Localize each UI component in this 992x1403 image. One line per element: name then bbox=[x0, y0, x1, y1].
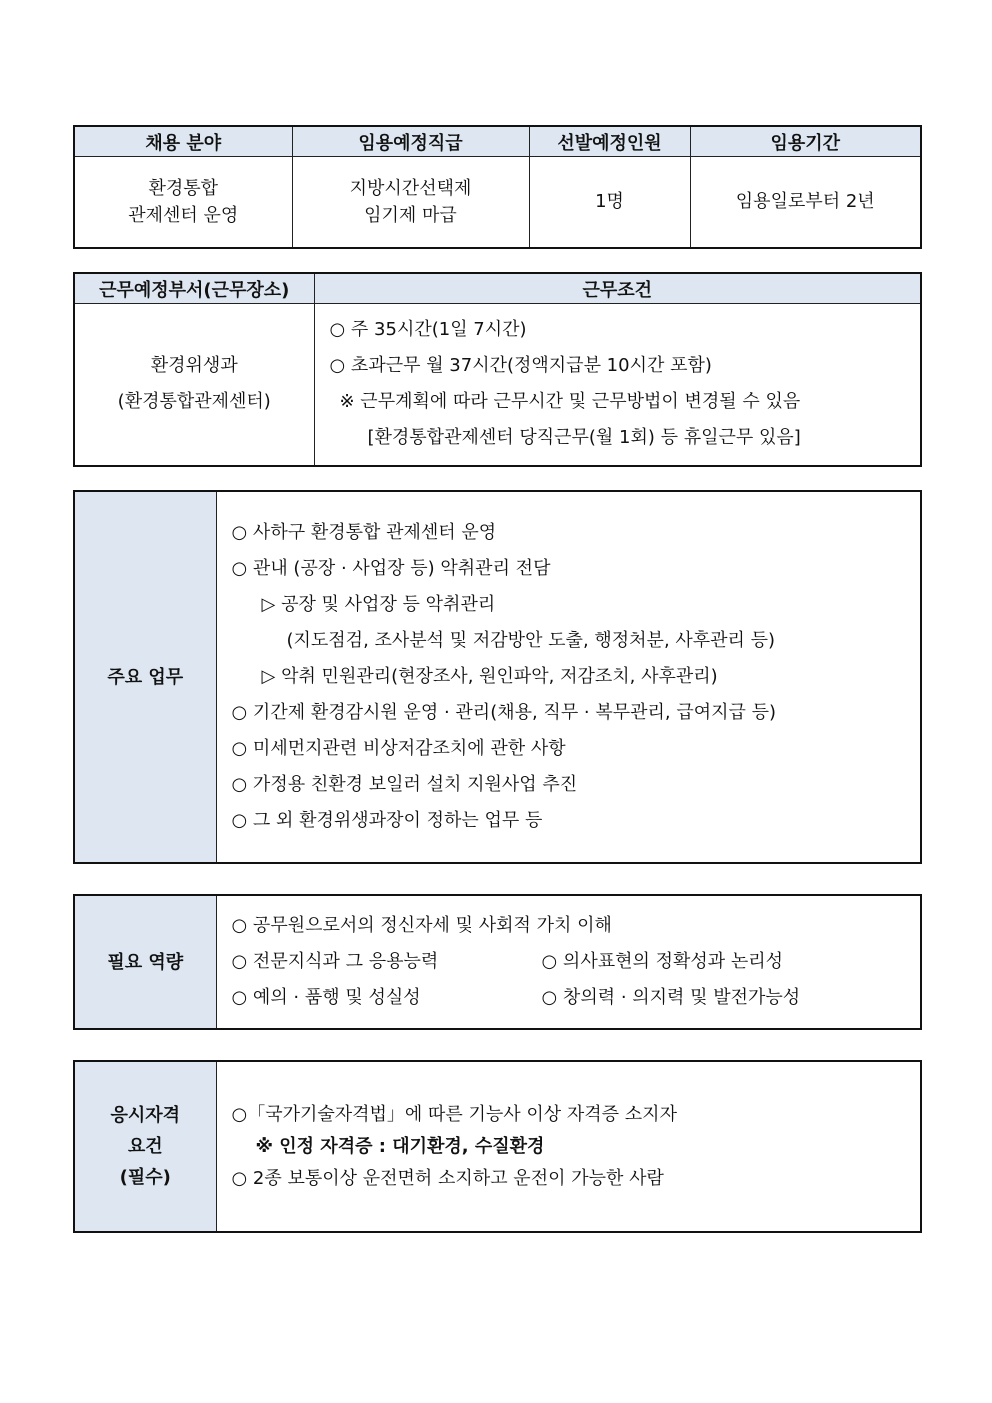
competency-label: 필요 역량 bbox=[74, 895, 216, 1029]
appointment-rank: 지방시간선택제 임기제 마급 bbox=[292, 157, 529, 248]
competency-table bbox=[73, 894, 922, 1030]
work-conditions-table bbox=[73, 272, 922, 467]
header-conditions: 근무조건 bbox=[314, 273, 921, 304]
header-department: 근무예정부서(근무장소) bbox=[74, 273, 314, 304]
header-field: 채용 분야 bbox=[74, 126, 292, 157]
qualification-label: 응시자격 요건 (필수) bbox=[74, 1061, 216, 1232]
condition-line: ○ 주 35시간(1일 7시간) bbox=[329, 319, 527, 341]
work-conditions bbox=[314, 304, 921, 466]
header-count: 선발예정인원 bbox=[529, 126, 690, 157]
appointment-period: 임용일로부터 2년 bbox=[690, 157, 921, 248]
recruitment-table bbox=[73, 125, 922, 249]
competency-item: ○ 창의력 · 의지력 및 발전가능성 bbox=[541, 987, 801, 1008]
duty-item: ○ 기간제 환경감시원 운영 · 관리(채용, 직무 · 복무관리, 급여지급 등) bbox=[231, 702, 777, 723]
duties-list bbox=[216, 491, 921, 863]
duty-item: ○ 그 외 환경위생과장이 정하는 업무 등 bbox=[231, 810, 543, 831]
competency-item: ○ 공무원으로서의 정신자세 및 사회적 가치 이해 bbox=[231, 915, 612, 936]
competency-item: ○ 전문지식과 그 응용능력 bbox=[231, 951, 439, 972]
duty-item: ○ 가정용 친환경 보일러 설치 지원사업 추진 bbox=[231, 774, 578, 795]
header-rank: 임용예정직급 bbox=[292, 126, 529, 157]
duty-item: ○ 관내 (공장 · 사업장 등) 악취관리 전담 bbox=[231, 558, 551, 579]
header-period: 임용기간 bbox=[690, 126, 921, 157]
duties-table bbox=[73, 490, 922, 864]
duties-label: 주요 업무 bbox=[74, 491, 216, 863]
selection-count: 1명 bbox=[529, 157, 690, 248]
duty-item: ○ 사하구 환경통합 관제센터 운영 bbox=[231, 522, 497, 543]
competency-item: ○ 의사표현의 정확성과 논리성 bbox=[541, 951, 784, 972]
qualification-table bbox=[73, 1060, 922, 1233]
competency-row bbox=[232, 944, 921, 980]
condition-note: [환경통합관제센터 당직근무(월 1회) 등 휴일근무 있음] bbox=[367, 427, 801, 449]
recruitment-field: 환경통합 관제센터 운영 bbox=[74, 157, 292, 248]
qualification-item: ○「국가기술자격법」에 따른 기능사 이상 자격증 소지자 bbox=[231, 1103, 677, 1125]
department: 환경위생과 (환경통합관제센터) bbox=[74, 304, 314, 466]
competency-list bbox=[216, 895, 921, 1029]
duty-item: ○ 미세먼지관련 비상저감조치에 관한 사항 bbox=[231, 738, 566, 759]
competency-row bbox=[232, 980, 921, 1016]
duty-subitem: ▷ 공장 및 사업장 등 악취관리 bbox=[261, 594, 496, 615]
condition-note: ※ 근무계획에 따라 근무시간 및 근무방법이 변경될 수 있음 bbox=[339, 391, 801, 413]
competency-item: ○ 예의 · 품행 및 성실성 bbox=[231, 987, 421, 1008]
duty-subitem: ▷ 악취 민원관리(현장조사, 원인파악, 저감조치, 사후관리) bbox=[261, 666, 718, 687]
duty-subitem-detail: (지도점검, 조사분석 및 저감방안 도출, 행정처분, 사후관리 등) bbox=[286, 630, 776, 651]
qualification-list bbox=[216, 1061, 921, 1232]
qualification-note: ※ 인정 자격증 : 대기환경, 수질환경 bbox=[255, 1135, 545, 1157]
condition-line: ○ 초과근무 월 37시간(정액지급분 10시간 포함) bbox=[329, 355, 712, 377]
qualification-item: ○ 2종 보통이상 운전면허 소지하고 운전이 가능한 사람 bbox=[231, 1167, 664, 1189]
